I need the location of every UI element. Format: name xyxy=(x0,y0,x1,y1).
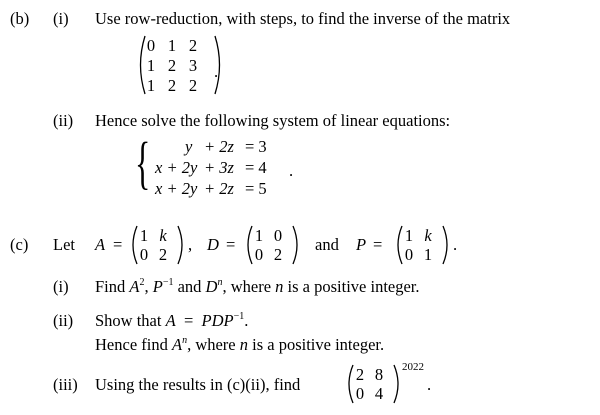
comma: , xyxy=(144,277,149,296)
let-text: Let xyxy=(53,235,75,254)
matrix-cell: 2 xyxy=(167,76,177,95)
matrix-cell: 4 xyxy=(374,384,384,403)
equals-sign: = xyxy=(183,311,194,330)
part-c-ii-line2 xyxy=(95,337,384,354)
part-c-ii-label: (ii) xyxy=(53,311,74,330)
show-that-text: Show that xyxy=(95,311,162,330)
equation-1-lhs: y xyxy=(185,137,193,156)
equation-2-lhs: x + 2y xyxy=(155,158,198,177)
matrix-cell: 0 xyxy=(404,245,414,264)
matrix-P-name: P xyxy=(356,235,367,254)
matrix-cell: 0 xyxy=(139,245,149,264)
system-end-period: . xyxy=(289,161,294,180)
a-squared-exponent: 2 xyxy=(139,277,145,288)
find-text: Find xyxy=(95,277,126,296)
d-power-n: D xyxy=(205,277,218,296)
part-c-iii-end: . xyxy=(427,375,432,394)
matrix-c-iii xyxy=(344,363,404,405)
part-c-label: (c) xyxy=(10,235,29,254)
a-power-n: A xyxy=(171,335,183,354)
matrix-cell: k xyxy=(424,226,432,245)
matrix-exponent: 2022 xyxy=(402,361,424,373)
part-c-i-label: (i) xyxy=(53,277,69,296)
matrix-cell: 1 xyxy=(146,76,156,95)
equation-3-term: + 2z xyxy=(204,179,234,198)
pdp-exponent: −1 xyxy=(233,311,245,322)
matrix-cell: 2 xyxy=(355,365,365,384)
matrix-cell: 2 xyxy=(167,56,177,75)
equation-3-rhs: = 5 xyxy=(245,179,267,198)
matrix-P-end: . xyxy=(453,235,458,254)
part-b-ii-label: (ii) xyxy=(53,111,74,130)
a-power-exponent: n xyxy=(182,335,188,346)
matrix-cell: 1 xyxy=(139,226,149,245)
part-c-i-line xyxy=(95,279,420,296)
matrix-cell: 0 xyxy=(146,36,156,55)
system-brace: { xyxy=(135,130,151,195)
matrix-P-equals: = xyxy=(373,235,383,254)
equation-3-lhs: x + 2y xyxy=(155,179,198,198)
matrix-cell: 3 xyxy=(188,56,198,75)
matrix-A-comma: , xyxy=(188,235,193,254)
matrix-D xyxy=(243,224,303,266)
matrix-cell: 8 xyxy=(374,365,384,384)
matrix-cell: 1 xyxy=(254,226,264,245)
matrix-cell: 2 xyxy=(273,245,283,264)
n-variable: n xyxy=(275,277,284,296)
matrix-cell: 0 xyxy=(254,245,264,264)
equation-2-term: + 3z xyxy=(204,158,234,177)
matrix-cell: 2 xyxy=(188,36,198,55)
part-c-ii-line1 xyxy=(95,313,248,330)
part-b-i-label: (i) xyxy=(53,9,69,28)
hence-find-text: Hence find xyxy=(95,335,168,354)
matrix-A-name: A xyxy=(95,235,106,254)
part-c-iii-label: (iii) xyxy=(53,375,78,394)
matrix-cell: 0 xyxy=(355,384,365,403)
p-inverse-exponent: −1 xyxy=(162,277,174,288)
where-text: , where xyxy=(222,277,272,296)
equation-1-term: + 2z xyxy=(204,137,234,156)
and-text: and xyxy=(315,235,339,254)
part-c-iii-text: Using the results in (c)(ii), find xyxy=(95,375,301,394)
positive-integer-text: is a positive integer. xyxy=(252,335,385,354)
matrix-cell: 2 xyxy=(188,76,198,95)
equation-1-rhs: = 3 xyxy=(245,137,267,156)
matrix-D-name: D xyxy=(207,235,219,254)
where-text: , where xyxy=(187,335,236,354)
part-b-i-text: Use row-reduction, with steps, to find the inverse of the matrix xyxy=(95,9,511,28)
part-b-label: (b) xyxy=(10,9,30,28)
p-inverse: P xyxy=(152,277,163,296)
matrix-D-equals: = xyxy=(226,235,236,254)
matrix-A xyxy=(128,224,188,266)
matrix-cell: 1 xyxy=(423,245,433,264)
matrix-cell: k xyxy=(159,226,167,245)
matrix-cell: 1 xyxy=(167,36,177,55)
n-variable: n xyxy=(239,335,248,354)
period: . xyxy=(244,311,249,330)
and-text: and xyxy=(177,277,202,296)
a-squared: A xyxy=(129,277,140,296)
positive-integer-text: is a positive integer. xyxy=(287,277,420,296)
matrix-A-equals: = xyxy=(113,235,123,254)
d-power-exponent: n xyxy=(217,277,223,288)
part-b-ii-text: Hence solve the following system of linear equations: xyxy=(95,111,451,130)
matrix-cell: 1 xyxy=(404,226,414,245)
matrix-P xyxy=(393,224,453,266)
matrix-cell: 1 xyxy=(146,56,156,75)
equation-2-rhs: = 4 xyxy=(245,158,267,177)
matrix-b-i xyxy=(135,34,225,96)
a-lhs: A xyxy=(165,311,176,330)
matrix-end-period: . xyxy=(214,62,219,81)
pdp-rhs: PDP xyxy=(201,311,234,330)
matrix-cell: 2 xyxy=(158,245,168,264)
matrix-cell: 0 xyxy=(273,226,283,245)
